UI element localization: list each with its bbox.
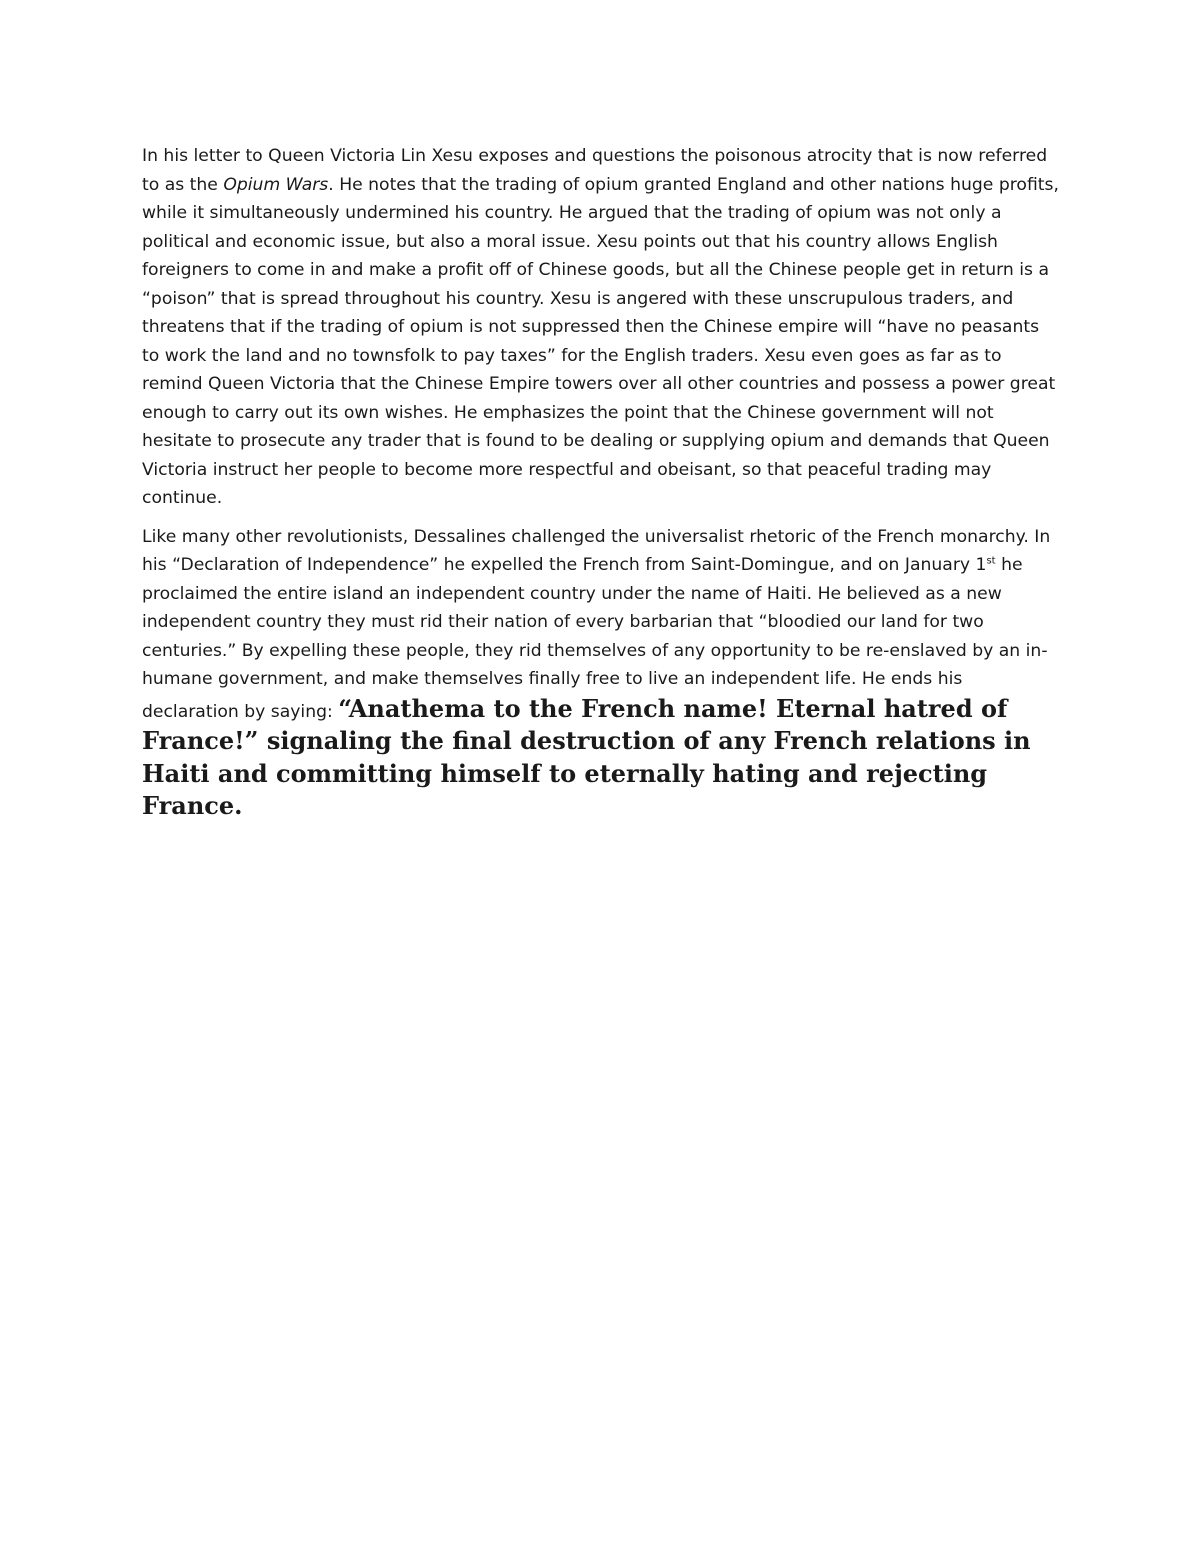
document-body: [142, 142, 1060, 834]
paragraph-text: In his letter to Queen Victoria Lin Xesu exposes and questions the poisonous atrocity that is now referred to as the: [142, 146, 1048, 195]
paragraph-text: Like many other revolutionists, Dessalines challenged the universalist rhetoric of the French monarchy. In his “Declaration of Independence” he expelled the French from Saint-Domingue, and on January 1: [142, 526, 1051, 575]
ordinal-superscript: st: [986, 555, 996, 567]
paragraph-text: he proclaimed the entire island an independent country under the name of Haiti. He believed as a new independent country they must rid their nation of every barbarian that “bloodied our land for two centuries.” By expelling these people, they rid themselves of any opportunity to be re-enslaved by an in-humane government, and make themselves finally free to live an independent life. He ends his declaration by saying:: [142, 555, 1048, 722]
paragraph-haiti-declaration: [142, 523, 1060, 824]
paragraph-text: . He notes that the trading of opium granted England and other nations huge profits, while it simultaneously undermined his country. He argued that the trading of opium was not only a political and economic issue, but also a moral issue. Xesu points out that his country allows English foreigners to come in and make a profit off of Chinese goods, but all the Chinese people get in return is a “poison” that is spread throughout his country. Xesu is angered with these unscrupulous traders, and threatens that if the trading of opium is not suppressed then the Chinese empire will “have no peasants to work the land and no townsfolk to pay taxes” for the English traders. Xesu even goes as far as to remind Queen Victoria that the Chinese Empire towers over all other countries and possess a power great enough to carry out its own wishes. He emphasizes the point that the Chinese government will not hesitate to prosecute any trader that is found to be dealing or supplying opium and demands that Queen Victoria instruct her people to become more respectful and obeisant, so that peaceful trading may continue.: [142, 174, 1059, 508]
paragraph-opium-wars: [142, 142, 1060, 513]
declaration-quote: “Anathema to the French name! Eternal hatred of France!” signaling the final destruction of any French relations in Haiti and committing himself to eternally hating and rejecting France.: [142, 693, 1031, 820]
italic-title: Opium Wars: [223, 174, 329, 195]
